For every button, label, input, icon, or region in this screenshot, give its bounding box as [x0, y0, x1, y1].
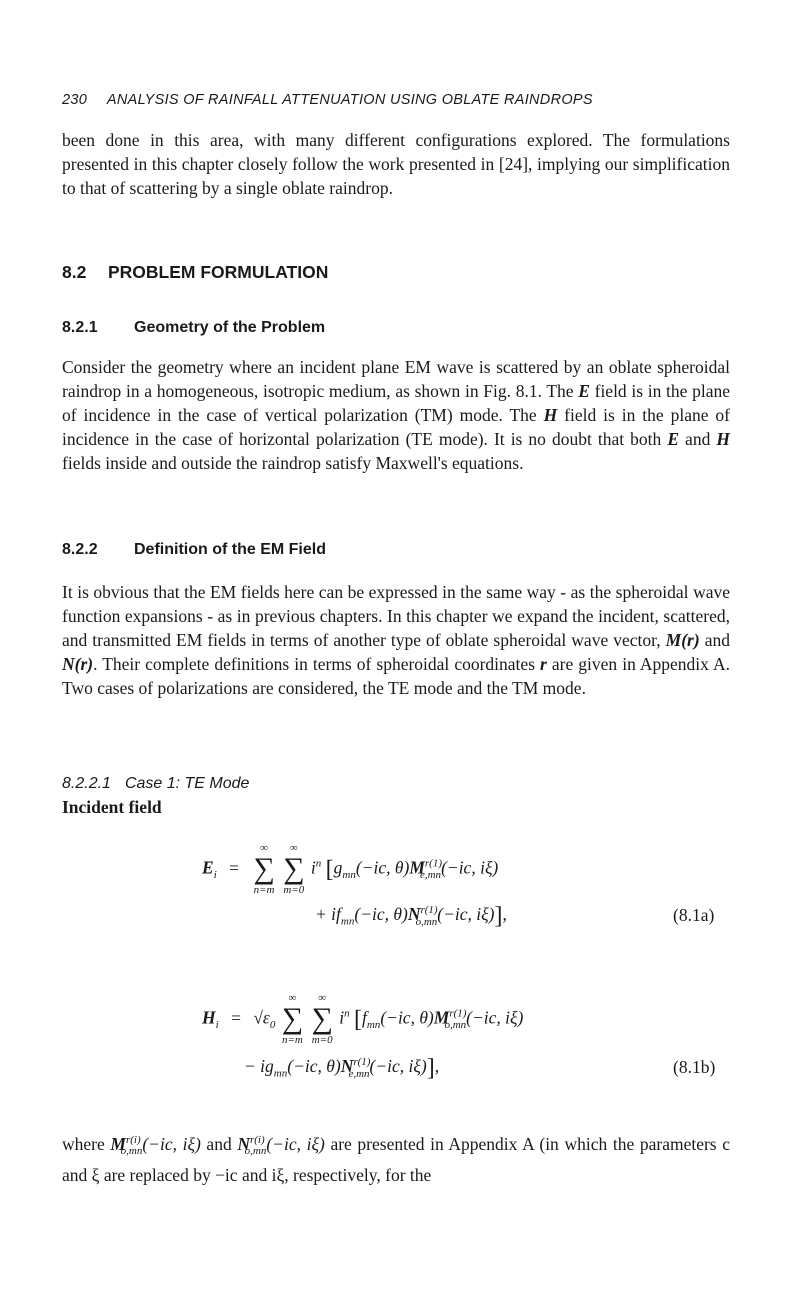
eq-b-sum-m-top: ∞: [318, 992, 327, 1004]
eq-a-sum-n-bot: n=m: [253, 884, 275, 896]
section-title: PROBLEM FORMULATION: [108, 262, 329, 282]
eq-b-n: N: [340, 1056, 354, 1076]
case-heading: [62, 775, 249, 793]
closing-paragraph: [62, 1128, 730, 1187]
eq-a-f-sub: mn: [340, 915, 355, 928]
equation-8-1a-line2: [315, 903, 507, 930]
eq-b-lhs-sub: i: [215, 1019, 219, 1032]
equation-8-1b-line2: [244, 1055, 439, 1082]
eq-a-args2b: (−ic, iξ): [437, 904, 495, 924]
closing-n-args: (−ic, iξ): [266, 1133, 325, 1154]
equation-number-8-1b: (8.1b): [673, 1057, 716, 1077]
m-vector-symbol: M(r): [665, 630, 700, 650]
eq-a-n-sub: o,mn: [415, 915, 438, 928]
section-number: 8.2: [62, 262, 87, 282]
eq-b-m-sup: r(1): [449, 1007, 467, 1020]
eq-b-equals: =: [231, 1007, 241, 1028]
eq-b-args2: (−ic, θ): [287, 1056, 341, 1076]
definition-text-3: are given in Appendix A. Two cases of polarizations are considered, the TE mode and the TM mode.: [62, 654, 731, 698]
page-number: 230: [62, 92, 88, 108]
eq-b-sum-n-top: ∞: [288, 992, 297, 1004]
e-field-symbol-2: E: [667, 429, 679, 449]
e-field-symbol: E: [578, 381, 590, 401]
intro-paragraph: been done in this area, with many different configurations explored. The formulations presented in this chapter closely follow the work presented in [24], implying our simplification to that of scattering by a single oblate raindrop.: [62, 130, 730, 198]
eq-a-args1: (−ic, θ): [355, 857, 410, 878]
closing-n: N: [237, 1133, 250, 1154]
eq-b-tail: ,: [434, 1056, 440, 1076]
eq-a-args1b: (−ic, iξ): [441, 857, 499, 878]
sigma-icon: ∑: [311, 1002, 333, 1035]
eq-a-args2: (−ic, θ): [354, 904, 408, 924]
incident-field-heading: Incident field: [62, 797, 162, 817]
equation-number-8-1a: (8.1a): [673, 905, 715, 925]
eq-b-g: g: [265, 1056, 274, 1076]
geometry-and: and: [679, 429, 717, 449]
subsection-definition-heading: [62, 541, 326, 559]
eq-b-sum-m: [311, 993, 332, 1046]
r-coordinate-symbol: r: [540, 654, 547, 674]
eq-a-m-sub: e,mn: [419, 869, 442, 882]
eq-a-m: M: [409, 857, 425, 878]
eq-b-root-sub: 0: [269, 1019, 276, 1032]
bracket-open-icon: [: [325, 856, 334, 883]
eq-a-plus: + i: [315, 904, 337, 924]
eq-a-equals: =: [229, 857, 239, 878]
closing-n-sub: o,mn: [244, 1145, 267, 1158]
definition-and: and: [699, 630, 730, 650]
eq-b-args1: (−ic, θ): [380, 1007, 434, 1028]
section-heading: [62, 262, 328, 283]
eq-b-lhs: H: [202, 1007, 216, 1028]
subsection-geometry-heading: [62, 319, 325, 337]
eq-b-n-sup: r(1): [353, 1056, 371, 1069]
bracket-close-icon: ]: [494, 903, 503, 929]
definition-text-1: It is obvious that the EM fields here can be expressed in the same way - as the spheroidal wave function expansions - as in previous chapters. In this chapter we expand the incident, scattered, and transmitted EM fields in terms of another type of oblate spheroidal wave vector,: [62, 582, 730, 650]
closing-n-sup: r(i): [249, 1134, 265, 1146]
eq-a-lhs: E: [202, 857, 214, 878]
geometry-text-3: field is in the plane of incidence in the case of horizontal polarization (TE mode). It is no doubt that both: [62, 405, 730, 449]
eq-a-sum-n-top: ∞: [260, 842, 268, 854]
closing-where: where: [62, 1133, 111, 1154]
eq-a-n: N: [407, 904, 421, 924]
closing-m-args: (−ic, iξ): [142, 1133, 201, 1154]
eq-a-sum-m-bot: m=0: [283, 884, 305, 896]
subsection-geometry-title: Geometry of the Problem: [134, 319, 326, 336]
sigma-icon: ∑: [253, 852, 275, 885]
eq-a-g: g: [333, 857, 343, 878]
sigma-icon: ∑: [283, 852, 305, 885]
eq-b-m-sub: o,mn: [444, 1019, 467, 1032]
eq-b-minus: − i: [244, 1056, 266, 1076]
subsection-definition-number: 8.2.2: [62, 541, 98, 558]
case-number: 8.2.2.1: [62, 775, 111, 792]
case-title: Case 1: TE Mode: [124, 775, 250, 792]
eq-a-lhs-sub: i: [213, 869, 217, 882]
eq-b-i: i: [339, 1007, 345, 1028]
definition-text-2: . Their complete definitions in terms of spheroidal coordinates: [93, 654, 541, 674]
equation-8-1b-line1: [202, 993, 523, 1046]
eq-a-sum-n: [253, 843, 274, 896]
eq-b-root: √ε: [253, 1007, 270, 1028]
eq-b-i-sup: n: [344, 1007, 350, 1020]
eq-a-i-sup: n: [315, 857, 322, 870]
geometry-text-1: Consider the geometry where an incident plane EM wave is scattered by an oblate spheroidal raindrop in a homogeneous, isotropic medium, as shown in Fig. 8.1. The: [62, 357, 730, 401]
eq-b-f: f: [361, 1007, 367, 1028]
geometry-paragraph: [62, 355, 730, 475]
closing-m-sub: o,mn: [120, 1145, 143, 1158]
eq-a-sum-m: [283, 843, 304, 896]
bracket-close-icon: ]: [426, 1055, 435, 1081]
eq-a-m-sup: r(1): [424, 857, 442, 870]
eq-b-g-sub: mn: [273, 1067, 288, 1080]
h-field-symbol: H: [543, 405, 558, 425]
closing-m: M: [110, 1133, 126, 1154]
definition-paragraph: [62, 580, 730, 700]
subsection-geometry-number: 8.2.1: [62, 319, 98, 336]
n-vector-symbol: N(r): [62, 654, 94, 674]
eq-b-args2b: (−ic, iξ): [369, 1056, 427, 1076]
eq-a-n-sup: r(1): [420, 904, 438, 917]
eq-a-g-sub: mn: [342, 869, 356, 882]
eq-a-f: f: [336, 904, 341, 924]
subsection-definition-title: Definition of the EM Field: [134, 541, 326, 558]
eq-b-n-sub: e,mn: [348, 1067, 370, 1080]
eq-b-sum-m-bot: m=0: [311, 1034, 333, 1046]
closing-rest: are presented in Appendix A (in which the parameters c and ξ are replaced by −ic and iξ, respectively, for the: [62, 1133, 731, 1186]
bracket-open-icon: [: [353, 1006, 362, 1033]
eq-b-sum-n: [282, 993, 303, 1046]
running-title: ANALYSIS OF RAINFALL ATTENUATION USING OBLATE RAINDROPS: [106, 92, 593, 108]
closing-m-sup: r(i): [125, 1134, 141, 1146]
eq-a-tail: ,: [502, 904, 507, 924]
closing-and: and: [200, 1133, 238, 1154]
geometry-text-2: field is in the plane of incidence in the case of vertical polarization (TM) mode. The: [62, 381, 730, 425]
eq-b-m: M: [433, 1007, 450, 1028]
eq-a-i: i: [310, 857, 316, 878]
eq-b-args1b: (−ic, iξ): [466, 1007, 524, 1028]
h-field-symbol-2: H: [716, 429, 730, 449]
eq-b-f-sub: mn: [366, 1019, 381, 1032]
eq-b-sum-n-bot: n=m: [281, 1034, 303, 1046]
running-header: [62, 92, 593, 108]
eq-a-sum-m-top: ∞: [289, 842, 298, 854]
equation-8-1a-line1: [202, 843, 498, 896]
geometry-text-4: fields inside and outside the raindrop satisfy Maxwell's equations.: [62, 453, 524, 473]
sigma-icon: ∑: [281, 1002, 304, 1035]
